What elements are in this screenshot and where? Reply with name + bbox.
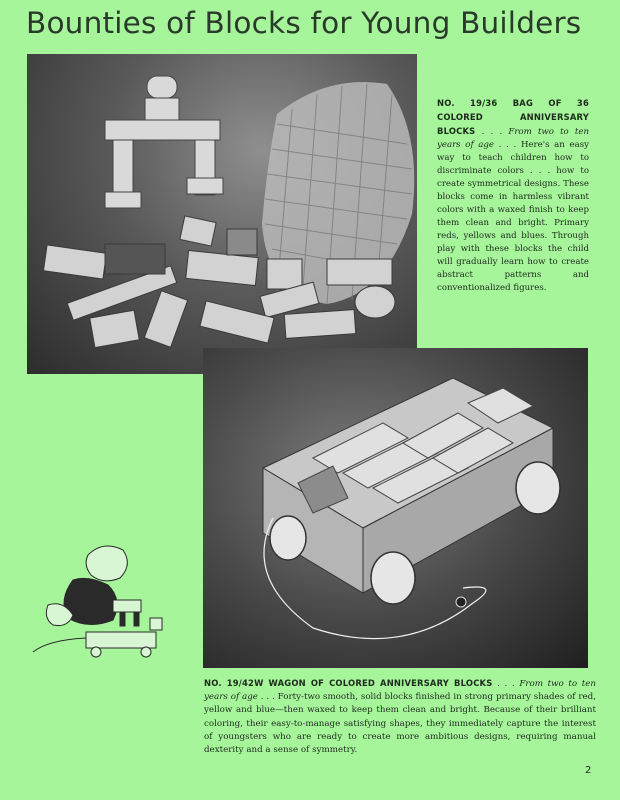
item1-heading: NO. 19/36 BAG OF 36 COLORED ANNIVERSARY BLOCKS <box>437 98 589 136</box>
item2-dots: . . . <box>492 679 520 689</box>
item1-body: . . . Here's an easy way to teach children how to discriminate colors . . . how to create symmetrical designs. These blocks come in harmless vibrant colors with a waxed finish to keep them clean and bright. Primary reds, yellows and blues. Through play with these blocks the child will gradually learn how to create abstract patterns and conventionalized figures. <box>437 140 589 293</box>
item1-dots: . . . <box>475 127 509 137</box>
blocks-wagon-photo <box>203 348 588 668</box>
page-title: Bounties of Blocks for Young Builders <box>26 6 582 40</box>
item2-description <box>204 677 596 757</box>
blocks-bag-photo <box>27 54 417 374</box>
item1-age: From two to ten years of age <box>437 127 589 150</box>
item2-body: . . . Forty-two smooth, solid blocks finished in strong primary shades of red, yellow and blue—then waxed to keep them clean and bright. Because of their brilliant coloring, their easy-to-manage satisfying shapes, they immediately capture the interest of youngsters who are ready to create more ambitious designs, requiring manual dexterity and a sense of symmetry. <box>204 692 596 756</box>
page-number: 2 <box>585 765 592 776</box>
child-playing-illustration <box>28 540 168 665</box>
item2-age: From two to ten years of age <box>204 679 596 703</box>
wagon-illustration <box>263 378 560 639</box>
item1-description <box>437 97 589 295</box>
item2-heading: NO. 19/42W WAGON OF COLORED ANNIVERSARY BLOCKS <box>204 678 493 688</box>
